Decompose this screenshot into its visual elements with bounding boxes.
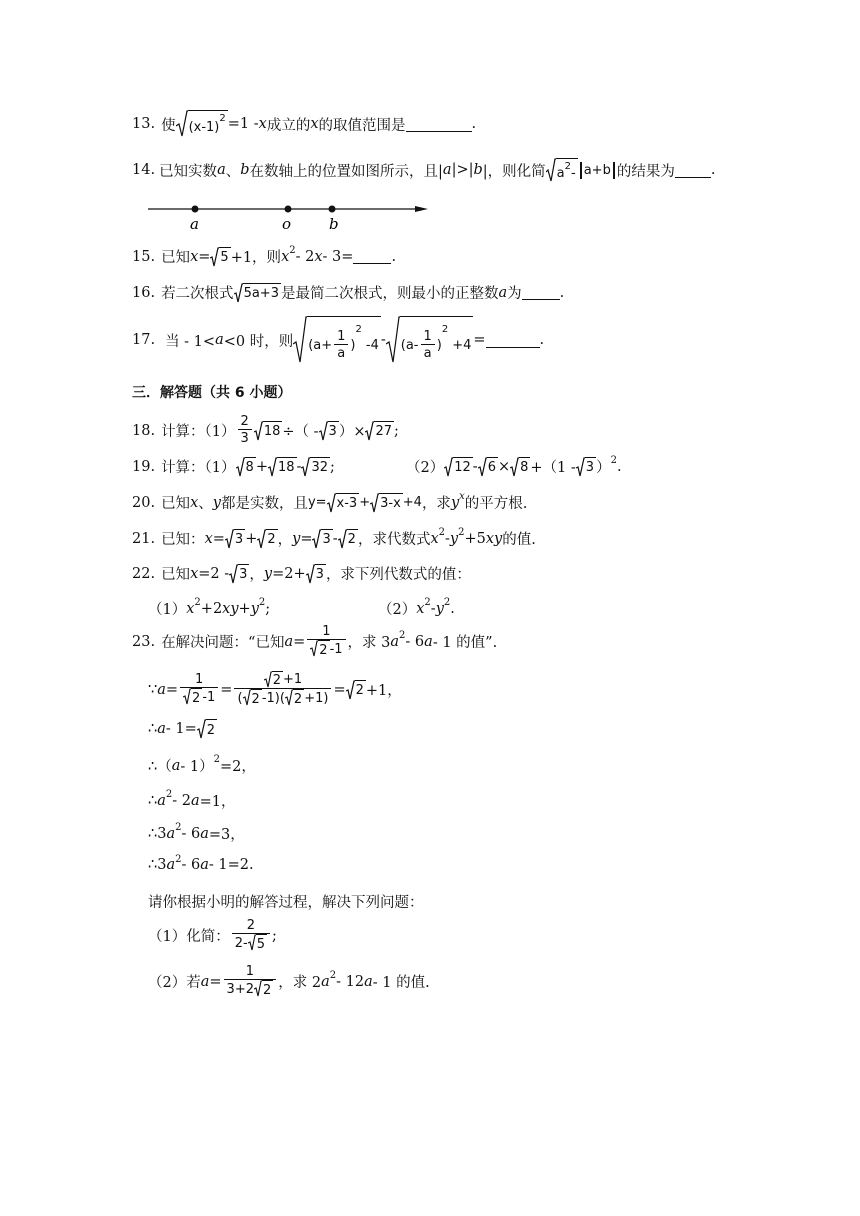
radical: 5 bbox=[248, 934, 267, 953]
radical-sign-icon bbox=[312, 529, 321, 549]
solution-step-6: ∴3 a 2 - 6 a - 1=2. bbox=[148, 853, 254, 873]
fraction: 1 2 -1 bbox=[307, 624, 345, 659]
solution-step-1: ∵ a = 1 2 -1 = 2 +1 ( 2 -1)( 2 +1) = 2 +1， bbox=[148, 672, 402, 707]
question-23: 23. 在解决问题：“已知 a = 1 2 -1 ，求 3 a 2 - 6 a - 1 的值”. bbox=[132, 624, 498, 658]
question-20: 20. 已知 x 、 y 都是实数，且 y= x-3 + 3-x +4 ，求 y x 的平方根. bbox=[132, 491, 528, 512]
answer-blank bbox=[522, 285, 560, 300]
question-22-part-1: （1） x 2 +2 xy + y 2 ; bbox=[148, 597, 271, 618]
point-a bbox=[192, 206, 199, 213]
fraction: $\frac{1}{a}$ bbox=[420, 329, 434, 362]
fraction: $\frac{2}{3}$ bbox=[238, 414, 252, 447]
question-number: 14. bbox=[132, 162, 156, 178]
question-14: 14. 已知实数 a 、 b 在数轴上的位置如图所示，且| a |>| b |，则化简 a 2 - a+b 的结果为 . bbox=[132, 158, 715, 182]
question-number: 17. bbox=[132, 332, 156, 348]
radical-sign-icon bbox=[576, 457, 585, 477]
radical: 18 bbox=[254, 421, 283, 441]
radical-sign-icon bbox=[546, 158, 556, 182]
radical-sign-icon bbox=[264, 671, 272, 688]
question-number: 20. bbox=[132, 494, 156, 511]
radical-sign-icon bbox=[478, 457, 487, 477]
radical-sign-icon bbox=[183, 688, 191, 705]
radical: 27 bbox=[365, 421, 394, 441]
question-17: 17. 当 - 1< a <0 时，则 (a+ $\frac{1}{a}$ ) 2 -4 - (a- $\frac{1}{a}$ ) 2 +4 = . bbox=[132, 316, 544, 364]
radical-sign-icon bbox=[254, 980, 262, 997]
radical-sign-icon bbox=[510, 457, 519, 477]
radical: 3 bbox=[319, 421, 339, 441]
fraction: 2 2- 5 bbox=[232, 918, 270, 953]
question-number: 15. bbox=[132, 248, 156, 265]
radical: (a- $\frac{1}{a}$ ) 2 +4 bbox=[386, 316, 474, 364]
radical: 2 bbox=[264, 671, 283, 688]
question-19-part-2: （2） 12 - 6 × 8 +（1 - 3 ） 2 . bbox=[406, 455, 622, 476]
question-number: 22. bbox=[132, 565, 156, 582]
solution-step-4: ∴ a 2 - 2 a =1， bbox=[148, 789, 236, 810]
radical-sign-icon bbox=[197, 719, 206, 739]
fraction: 1 2 -1 bbox=[180, 672, 218, 707]
radical: 2 bbox=[254, 980, 273, 999]
answer-blank bbox=[406, 117, 472, 132]
radical: 3-x bbox=[370, 493, 403, 513]
solution-step-3: ∴（ a - 1） 2 =2， bbox=[148, 754, 256, 775]
problem-prompt: 请你根据小明的解答过程，解决下列问题： bbox=[148, 895, 424, 911]
label-o: o bbox=[282, 215, 292, 233]
radical: 5a+3 bbox=[234, 283, 281, 303]
radical: 3 bbox=[229, 564, 249, 584]
radical: 2 bbox=[346, 680, 366, 700]
radical: 2 bbox=[197, 719, 217, 739]
radical-sign-icon bbox=[386, 316, 400, 364]
question-number: 21. bbox=[132, 530, 156, 547]
question-15: 15. 已知 x = 5 +1，则 x 2 - 2 x - 3= . bbox=[132, 245, 397, 266]
radical-sign-icon bbox=[257, 529, 266, 549]
radical-sign-icon bbox=[310, 640, 318, 657]
radical: 3 bbox=[312, 529, 332, 549]
question-21: 21. 已知： x = 3 + 2 ， y = 3 - 2 ，求代数式 x 2 - y 2 +5 xy 的值. bbox=[132, 527, 536, 548]
fraction: $\frac{1}{a}$ bbox=[334, 329, 348, 362]
question-18: 18. 计算：（1） $\frac{2}{3}$ 18 ÷（ - 3 ）× 27 ; bbox=[132, 414, 399, 446]
radical-sign-icon bbox=[306, 564, 315, 584]
number-line-figure bbox=[145, 198, 435, 236]
radical-sign-icon bbox=[229, 564, 238, 584]
abs-bar-right bbox=[613, 162, 615, 179]
radical: x-3 bbox=[327, 493, 360, 513]
radical: 3 bbox=[576, 457, 596, 477]
radical: 8 bbox=[510, 457, 530, 477]
answer-blank bbox=[675, 163, 711, 178]
answer-blank bbox=[353, 249, 391, 264]
point-origin bbox=[285, 206, 292, 213]
radical: 2 bbox=[285, 689, 304, 708]
radical-sign-icon bbox=[254, 421, 263, 441]
radical: (x-1) 2 bbox=[176, 110, 228, 138]
label-a: a bbox=[190, 215, 199, 233]
radical-sign-icon bbox=[365, 421, 374, 441]
radical: 32 bbox=[301, 457, 330, 477]
question-22: 22. 已知 x =2 - 3 ， y =2+ 3 ，求下列代数式的值： bbox=[132, 565, 471, 583]
radical-sign-icon bbox=[444, 457, 453, 477]
radical-sign-icon bbox=[176, 110, 188, 138]
radical-sign-icon bbox=[370, 493, 379, 513]
radical: 8 bbox=[236, 457, 256, 477]
question-19: 19. 计算：（1） 8 + 18 - 32 ; bbox=[132, 458, 335, 476]
radical-sign-icon bbox=[285, 689, 293, 706]
radical-sign-icon bbox=[319, 421, 328, 441]
question-number: 23. bbox=[132, 633, 156, 650]
radical: 18 bbox=[268, 457, 297, 477]
abs-bar-left bbox=[580, 162, 582, 179]
radical: 2 bbox=[257, 529, 277, 549]
radical-sign-icon bbox=[225, 529, 234, 549]
question-16: 16. 若二次根式 5a+3 是最简二次根式，则最小的正整数 a 为 . bbox=[132, 284, 565, 302]
radical-sign-icon bbox=[338, 529, 347, 549]
question-23-part-1: （1）化简： 2 2- 5 ; bbox=[148, 918, 277, 952]
radical: 2 bbox=[310, 640, 329, 659]
question-22-part-2: （2） x 2 - y 2 . bbox=[378, 597, 455, 618]
label-b: b bbox=[329, 215, 339, 233]
fraction: 2 +1 ( 2 -1)( 2 +1) bbox=[234, 671, 331, 708]
radical-sign-icon bbox=[346, 680, 355, 700]
question-number: 16. bbox=[132, 284, 156, 301]
radical-sign-icon bbox=[236, 457, 245, 477]
radical: 2 bbox=[183, 688, 202, 707]
radical: (a+ $\frac{1}{a}$ ) 2 -4 bbox=[293, 316, 381, 364]
solution-step-2: ∴ a - 1= 2 bbox=[148, 721, 216, 738]
radical: 3 bbox=[306, 564, 326, 584]
radical-sign-icon bbox=[293, 316, 307, 364]
question-23-part-2: （2）若 a = 1 3+2 2 ，求 2 a 2 - 12 a - 1 的值. bbox=[148, 964, 430, 998]
arrow-right-icon bbox=[415, 206, 428, 212]
answer-blank bbox=[486, 333, 540, 348]
point-b bbox=[329, 206, 336, 213]
radical-sign-icon bbox=[327, 493, 336, 513]
radical-sign-icon bbox=[234, 283, 243, 303]
radical-sign-icon bbox=[248, 934, 256, 951]
radical-sign-icon bbox=[268, 457, 277, 477]
question-number: 13. bbox=[132, 116, 156, 132]
question-number: 18. bbox=[132, 422, 156, 439]
radical: 6 bbox=[478, 457, 498, 477]
radical-sign-icon bbox=[243, 689, 251, 706]
fraction: 1 3+2 2 bbox=[224, 964, 277, 999]
section-heading: 三．解答题（共 6 小题） bbox=[132, 385, 292, 401]
radical: 5 bbox=[210, 247, 230, 267]
radical-sign-icon bbox=[210, 247, 219, 267]
question-number: 19. bbox=[132, 458, 156, 475]
solution-step-5: ∴3 a 2 - 6 a =3， bbox=[148, 822, 245, 843]
radical: a 2 - bbox=[546, 158, 578, 182]
radical: 12 bbox=[444, 457, 473, 477]
radical: 3 bbox=[225, 529, 245, 549]
radical: 2 bbox=[338, 529, 358, 549]
question-13: 13. 使 (x-1) 2 =1 - x 成立的 x 的取值范围是 . bbox=[132, 110, 476, 138]
radical-sign-icon bbox=[301, 457, 310, 477]
radical: 2 bbox=[243, 689, 262, 708]
